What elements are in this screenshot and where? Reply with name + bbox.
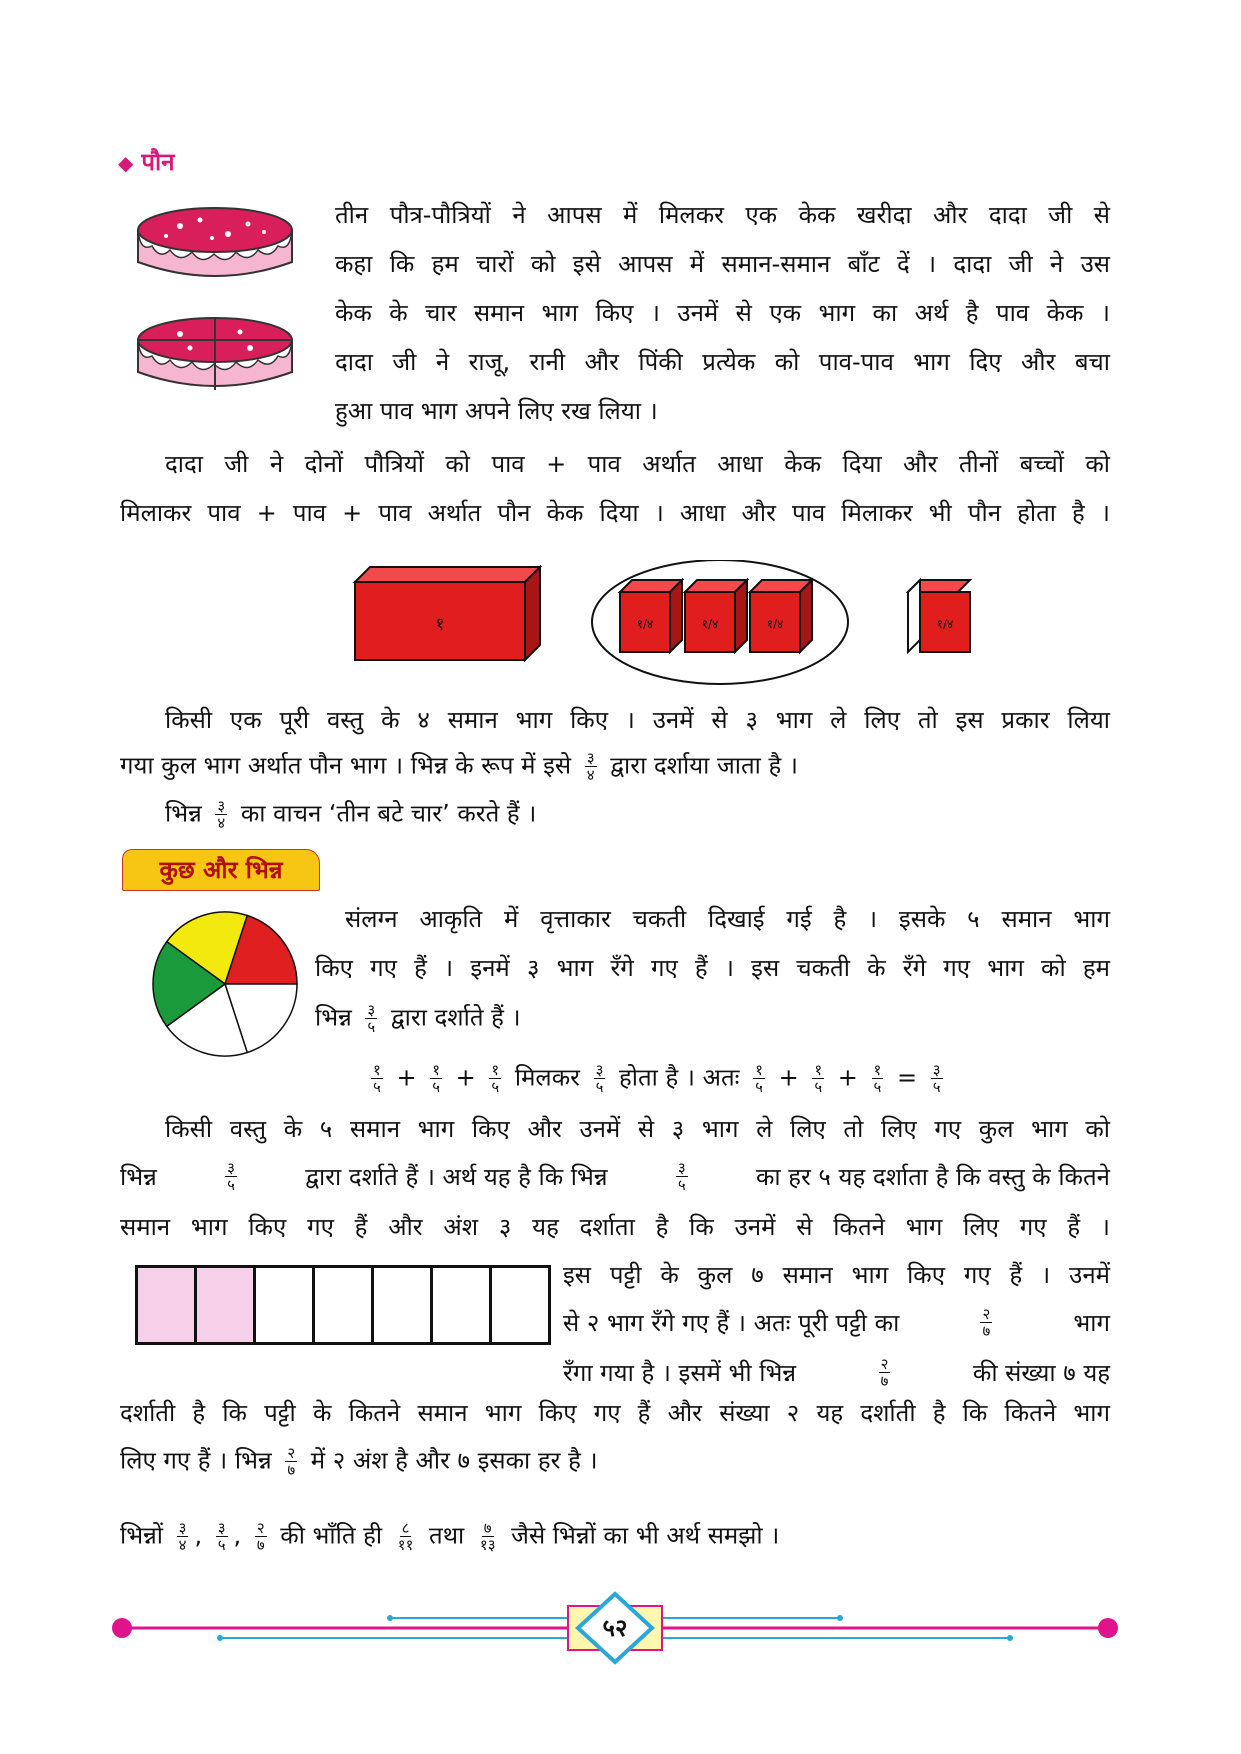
para2-line1: दादा जी ने दोनों पौत्रियों को पाव + पाव अर्थात आधा केक दिया और तीनों बच्चों को (165, 450, 1110, 478)
page-number: ५२ (602, 1614, 628, 1642)
fraction-3-4: $\frac{३}{४}$ (586, 749, 595, 784)
svg-text:१/४: १/४ (766, 617, 784, 631)
quarter-block-3-icon (750, 580, 812, 652)
para5-line3: समान भाग किए गए हैं और अंश ३ यह दर्शाता है कि उनमें से कितने भाग लिए गए हैं । (120, 1213, 1110, 1241)
svg-text:१/४: १/४ (701, 617, 719, 631)
fraction-3-4: $\frac{३}{४}$ (217, 797, 226, 832)
section-box-label: कुछ और भिन्न (122, 849, 320, 891)
para1-line3: केक के चार समान भाग किए । उनमें से एक भाग का अर्थ है पाव केक । (335, 299, 1110, 327)
para1-line1: तीन पौत्र-पौत्रियों ने आपस में मिलकर एक केक खरीदा और दादा जी से (335, 201, 1110, 229)
strip-cell (315, 1268, 374, 1342)
para3-line2: गया कुल भाग अर्थात पौन भाग । भिन्न के रूप में इसे $\frac{३}{४}$ द्वारा दर्शाया जाता है । (120, 749, 798, 784)
footer-right-dot (1098, 1618, 1118, 1638)
strip-cell (492, 1268, 548, 1342)
cut-cake-icon (138, 318, 292, 390)
para5-line2: भिन्न $\frac{३}{५}$ द्वारा दर्शाते हैं । अर्थ यह है कि भिन्न $\frac{३}{५}$ का हर ५ यह दर्शाता है कि वस्तु के कितने (120, 1159, 1110, 1194)
whole-block-icon (355, 567, 540, 660)
para6-line2: से २ भाग रँगे गए हैं । अतः पूरी पट्टी का $\frac{२}{७}$ भाग (563, 1305, 1110, 1340)
whole-block-label: १ (435, 614, 445, 635)
para4-line1: संलग्न आकृति में वृत्ताकार चकती दिखाई गई है । इसके ५ समान भाग (345, 905, 1110, 933)
para4-line3: भिन्न $\frac{३}{५}$ द्वारा दर्शाते हैं । (315, 1001, 521, 1036)
para6-line4: दर्शाती है कि पट्टी के कितने समान भाग किए गए हैं और संख्या २ यह दर्शाती है कि कितने भाग (120, 1399, 1110, 1427)
cake-illustration (130, 200, 300, 410)
para6-line1: इस पट्टी के कुल ७ समान भाग किए गए हैं । उनमें (563, 1261, 1110, 1289)
para1-line2: कहा कि हम चारों को इसे आपस में समान-समान बाँट दें । दादा जी ने उस (335, 250, 1110, 278)
quarter-block-separate-icon (908, 580, 970, 652)
footer-left-dot (112, 1618, 132, 1638)
para3-line1: किसी एक पूरी वस्तु के ४ समान भाग किए । उनमें से ३ भाग ले लिए तो इस प्रकार लिया (165, 706, 1110, 734)
section-heading: ◆ पौन (118, 148, 175, 176)
quarter-block-1-icon (620, 580, 682, 652)
strip-cell (256, 1268, 315, 1342)
svg-text:१/४: १/४ (636, 617, 654, 631)
whole-cake-icon (138, 208, 292, 276)
para6-line5: लिए गए हैं । भिन्न $\frac{२}{७}$ में २ अंश है और ७ इसका हर है । (120, 1444, 598, 1479)
strip-cell (197, 1268, 256, 1342)
sum-equation: $\frac{१}{५}$ + $\frac{१}{५}$ + $\frac{१}{५}$ मिलकर $\frac{३}{५}$ होता है । अतः $\frac{१}{५}$ + $\frac{१}{५}$ + $\frac{१}{५}$ = $\frac{३}{५}$ (373, 1061, 941, 1096)
pie-disc-illustration (145, 904, 305, 1064)
footer-ornament (100, 1590, 1130, 1670)
blocks-illustration (350, 560, 990, 690)
para1-line4: दादा जी ने राजू, रानी और पिंकी प्रत्येक को पाव-पाव भाग दिए और बचा (335, 348, 1110, 376)
fraction-strip (135, 1265, 551, 1345)
para3-line3: भिन्न $\frac{३}{४}$ का वाचन ‘तीन बटे चार’ करते हैं । (165, 797, 537, 832)
quarter-block-2-icon (685, 580, 747, 652)
strip-cell (374, 1268, 433, 1342)
para6-line3: रँगा गया है । इसमें भी भिन्न $\frac{२}{७}$ की संख्या ७ यह (563, 1355, 1110, 1390)
para1-line5: हुआ पाव भाग अपने लिए रख लिया । (335, 397, 658, 425)
para7-line: भिन्नों $\frac{३}{४}$ , $\frac{३}{५}$ , $\frac{२}{७}$ की भाँति ही $\frac{८}{११}$ तथा $\frac{७}{१३}$ जैसे भिन्नों का भी अर्थ समझो । (120, 1519, 780, 1554)
para4-line2: किए गए हैं । इनमें ३ भाग रँगे गए हैं । इस चकती के रँगे गए भाग को हम (315, 954, 1110, 982)
strip-cell (433, 1268, 492, 1342)
svg-text:१/४: १/४ (936, 617, 954, 631)
fraction-3-5: $\frac{३}{५}$ (367, 1001, 376, 1036)
strip-cell (138, 1268, 197, 1342)
diamond-bullet-icon: ◆ (118, 151, 134, 175)
para5-line1: किसी वस्तु के ५ समान भाग किए और उनमें से ३ भाग ले लिए तो लिए गए कुल भाग को (165, 1115, 1110, 1143)
para2-line2: मिलाकर पाव + पाव + पाव अर्थात पौन केक दिया । आधा और पाव मिलाकर भी पौन होता है । (120, 499, 1110, 527)
